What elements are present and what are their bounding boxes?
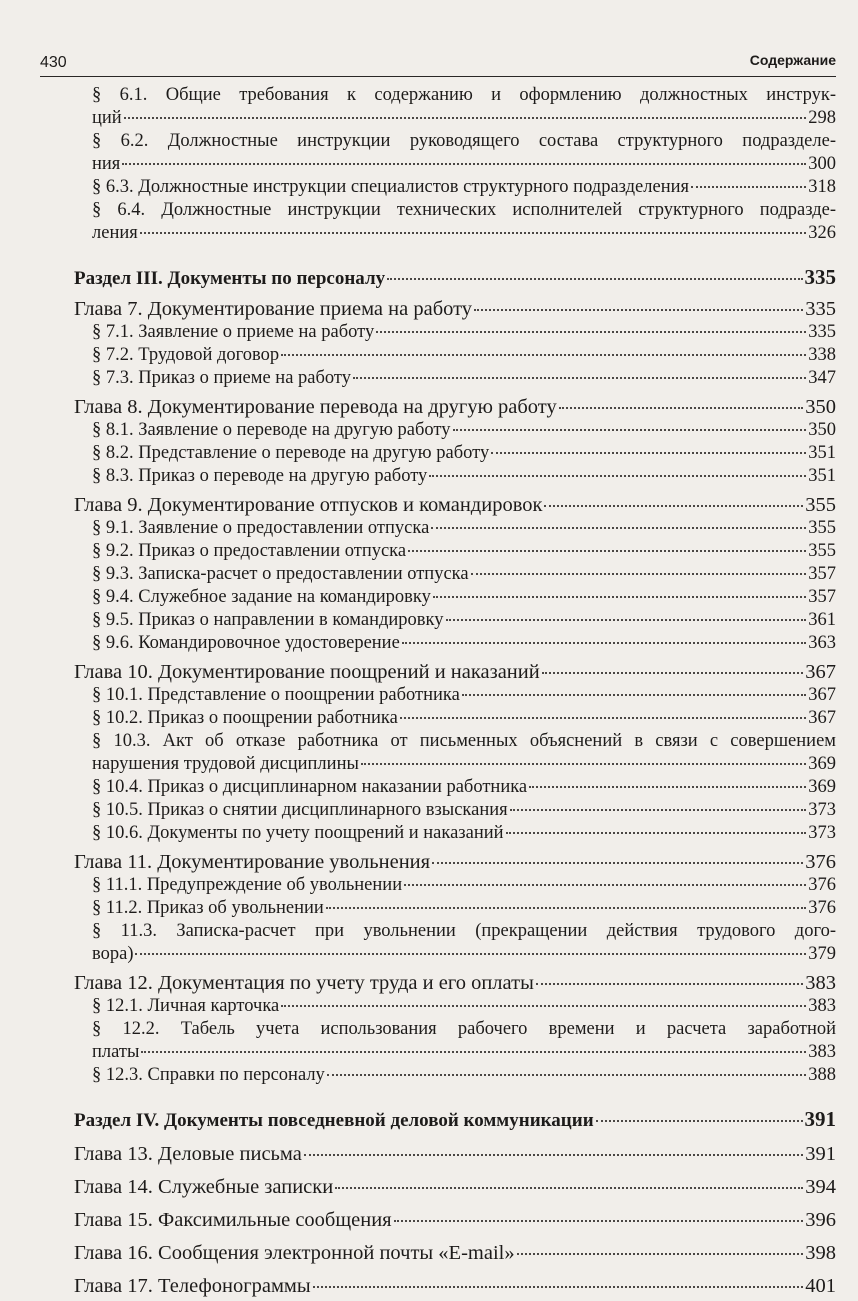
toc-section-11-2 (74, 897, 836, 920)
dot-leader (335, 1187, 803, 1189)
dot-leader (596, 1120, 803, 1122)
dot-leader (404, 884, 806, 886)
entry-line (92, 874, 836, 897)
entry-title: § 7.3. Приказ о приеме на работу (92, 368, 351, 388)
dot-leader (141, 1051, 806, 1053)
dot-leader (536, 983, 803, 985)
dot-leader (326, 907, 806, 909)
page-ref: 383 (805, 972, 836, 994)
toc-section-10-2 (74, 707, 836, 730)
page-ref: 367 (808, 685, 836, 705)
entry-line (92, 176, 836, 199)
page-ref: 383 (808, 1042, 836, 1062)
page-ref: 369 (808, 777, 836, 797)
page-ref: 376 (805, 851, 836, 873)
entry-line (92, 1064, 836, 1087)
page-ref: 373 (808, 823, 836, 843)
dot-leader (506, 832, 807, 834)
entry-line (92, 1041, 836, 1064)
entry-title: § 8.2. Представление о переводе на другую работу (92, 443, 490, 463)
page-ref: 373 (808, 800, 836, 820)
toc-section-10-1 (74, 684, 836, 707)
page-ref: 383 (808, 996, 836, 1016)
entry-line (74, 493, 836, 517)
entry-title: § 9.1. Заявление о предоставлении отпуска (92, 518, 430, 538)
dot-leader (281, 354, 806, 356)
page-ref: 355 (808, 541, 836, 561)
dot-leader (431, 527, 806, 529)
entry-title: Глава 14. Служебные записки (74, 1176, 334, 1198)
dot-leader (400, 717, 806, 719)
dot-leader (387, 278, 802, 280)
entry-title: § 6.3. Должностные инструкции специалистов структурного подразделения (92, 177, 690, 197)
page-ref: 335 (808, 322, 836, 342)
entry-line (92, 995, 836, 1018)
toc-section-6-2 (74, 130, 836, 176)
dot-leader (462, 694, 806, 696)
entry-line (92, 632, 836, 655)
page-ref: 396 (805, 1209, 836, 1231)
entry-line (92, 222, 836, 245)
toc-part-3 (74, 265, 836, 291)
toc-chapter-12 (74, 971, 836, 995)
toc-part-4 (74, 1107, 836, 1133)
toc-section-12-2 (74, 1018, 836, 1064)
entry-title-line1: § 6.4. Должностные инструкции технических исполнителей структурного подразде- (92, 200, 836, 220)
entry-line (92, 799, 836, 822)
entry-line (92, 897, 836, 920)
running-title: Содержание (749, 52, 836, 68)
page-ref: 361 (808, 610, 836, 630)
dot-leader (446, 619, 807, 621)
page-ref: 351 (808, 466, 836, 486)
entry-title: Раздел III. Документы по персоналу (74, 268, 386, 289)
page-ref: 350 (805, 396, 836, 418)
toc-section-7-3 (74, 367, 836, 390)
entry-title: нарушения трудовой дисциплины (92, 754, 359, 774)
dot-leader (474, 309, 803, 311)
toc-chapter-17 (74, 1274, 836, 1298)
toc-chapter-16 (74, 1241, 836, 1265)
dot-leader (529, 786, 806, 788)
dot-leader (491, 452, 806, 454)
page-number: 430 (40, 54, 67, 71)
dot-leader (361, 763, 806, 765)
entry-title: Глава 13. Деловые письма (74, 1143, 302, 1165)
toc-chapter-13 (74, 1142, 836, 1166)
entry-title: § 12.1. Личная карточка (92, 996, 280, 1016)
page-ref: 351 (808, 443, 836, 463)
entry-line (92, 321, 836, 344)
page-ref: 318 (808, 177, 836, 197)
entry-line (92, 943, 836, 966)
entry-title: § 9.5. Приказ о направлении в командировку (92, 610, 444, 630)
entry-title: § 9.6. Командировочное удостоверение (92, 633, 400, 653)
page-ref: 357 (808, 587, 836, 607)
entry-line (92, 707, 836, 730)
toc-section-10-4 (74, 776, 836, 799)
entry-title: § 12.3. Справки по персоналу (92, 1065, 325, 1085)
entry-line (74, 1107, 836, 1133)
entry-line (92, 753, 836, 776)
toc-section-10-6 (74, 822, 836, 845)
entry-line (92, 609, 836, 632)
page-ref: 363 (808, 633, 836, 653)
entry-line (92, 684, 836, 707)
entry-title: § 7.1. Заявление о приеме на работу (92, 322, 375, 342)
toc-section-6-1 (74, 84, 836, 130)
entry-title: § 9.3. Записка-расчет о предоставлении отпуска (92, 564, 469, 584)
page-ref: 335 (805, 298, 836, 320)
page-ref: 298 (808, 108, 836, 128)
page-ref: 379 (808, 944, 836, 964)
entry-line (74, 1208, 836, 1232)
toc-section-8-2 (74, 442, 836, 465)
entry-title-line1: § 10.3. Акт об отказе работника от письменных объяснений в связи с совершением (92, 731, 836, 751)
entry-title: § 8.1. Заявление о переводе на другую работу (92, 420, 451, 440)
page-ref: 300 (808, 154, 836, 174)
dot-leader (376, 331, 806, 333)
entry-title: § 10.1. Представление о поощрении работника (92, 685, 460, 705)
entry-line (74, 971, 836, 995)
entry-title: Глава 12. Документация по учету труда и его оплаты (74, 972, 534, 994)
dot-leader (429, 475, 806, 477)
entry-line (74, 660, 836, 684)
entry-title-line1: § 12.2. Табель учета использования рабочего времени и расчета заработной (92, 1019, 836, 1039)
entry-title: § 10.6. Документы по учету поощрений и наказаний (92, 823, 504, 843)
toc-section-9-2 (74, 540, 836, 563)
entry-title: платы (92, 1042, 140, 1062)
toc-chapter-9 (74, 493, 836, 517)
toc-section-11-1 (74, 874, 836, 897)
entry-line (92, 344, 836, 367)
entry-title: § 10.2. Приказ о поощрении работника (92, 708, 398, 728)
dot-leader (327, 1074, 806, 1076)
toc-section-7-1 (74, 321, 836, 344)
toc-section-8-1 (74, 419, 836, 442)
toc-section-9-5 (74, 609, 836, 632)
entry-line (92, 822, 836, 845)
entry-line (92, 517, 836, 540)
toc-section-9-3 (74, 563, 836, 586)
page-ref: 357 (808, 564, 836, 584)
entry-title-line1: § 6.2. Должностные инструкции руководящего состава структурного подразделе- (92, 131, 836, 151)
entry-title-line1: § 11.3. Записка-расчет при увольнении (прекращении действия трудового дого- (92, 921, 836, 941)
entry-title: ния (92, 154, 121, 174)
entry-title: вора) (92, 944, 134, 964)
page-ref: 398 (805, 1242, 836, 1264)
entry-title: Глава 15. Факсимильные сообщения (74, 1209, 392, 1231)
entry-line (92, 419, 836, 442)
entry-line (74, 297, 836, 321)
toc-section-9-4 (74, 586, 836, 609)
toc-chapter-8 (74, 395, 836, 419)
toc-section-11-3 (74, 920, 836, 966)
entry-line (92, 586, 836, 609)
page-ref: 338 (808, 345, 836, 365)
entry-line (74, 265, 836, 291)
entry-line (92, 367, 836, 390)
toc-chapter-7 (74, 297, 836, 321)
entry-title: Глава 16. Сообщения электронной почты «E-mail» (74, 1242, 515, 1264)
dot-leader (394, 1220, 804, 1222)
page-ref: 367 (805, 661, 836, 683)
entry-title: § 11.1. Предупреждение об увольнении (92, 875, 403, 895)
entry-line (74, 1274, 836, 1298)
toc-section-10-5 (74, 799, 836, 822)
dot-leader (124, 117, 807, 119)
dot-leader (433, 596, 806, 598)
entry-line (92, 442, 836, 465)
toc-chapter-10 (74, 660, 836, 684)
page-ref: 401 (805, 1275, 836, 1297)
entry-title: ления (92, 223, 138, 243)
dot-leader (510, 809, 807, 811)
entry-title-line1: § 6.1. Общие требования к содержанию и оформлению должностных инструк- (92, 85, 836, 105)
entry-line (92, 465, 836, 488)
dot-leader (135, 953, 806, 955)
entry-line (92, 776, 836, 799)
page-ref: 391 (805, 1143, 836, 1165)
entry-line (74, 1175, 836, 1199)
dot-leader (542, 672, 804, 674)
page-ref: 355 (808, 518, 836, 538)
toc-section-12-1 (74, 995, 836, 1018)
entry-line (92, 540, 836, 563)
toc-section-12-3 (74, 1064, 836, 1087)
page-ref: 367 (808, 708, 836, 728)
page-ref: 326 (808, 223, 836, 243)
toc-section-7-2 (74, 344, 836, 367)
entry-title: Глава 8. Документирование перевода на другую работу (74, 396, 557, 418)
dot-leader (402, 642, 806, 644)
toc-section-9-1 (74, 517, 836, 540)
toc-section-9-6 (74, 632, 836, 655)
entry-title: § 9.2. Приказ о предоставлении отпуска (92, 541, 407, 561)
page-ref: 391 (804, 1107, 836, 1131)
dot-leader (517, 1253, 804, 1255)
page-ref: 335 (804, 265, 836, 289)
entry-title: § 9.4. Служебное задание на командировку (92, 587, 431, 607)
entry-title: Глава 10. Документирование поощрений и наказаний (74, 661, 540, 683)
dot-leader (559, 407, 804, 409)
toc-section-10-3 (74, 730, 836, 776)
entry-title: ций (92, 108, 122, 128)
entry-title: Глава 7. Документирование приема на работу (74, 298, 473, 320)
entry-title: § 10.4. Приказ о дисциплинарном наказании работника (92, 777, 528, 797)
entry-title: Глава 11. Документирование увольнения (74, 851, 431, 873)
dot-leader (122, 163, 806, 165)
toc-chapter-11 (74, 850, 836, 874)
dot-leader (304, 1154, 803, 1156)
dot-leader (313, 1286, 804, 1288)
entry-line (74, 850, 836, 874)
entry-title: Глава 17. Телефонограммы (74, 1275, 311, 1297)
entry-title: § 10.5. Приказ о снятии дисциплинарного взыскания (92, 800, 508, 820)
page-ref: 355 (805, 494, 836, 516)
entry-line (92, 153, 836, 176)
page-ref: 350 (808, 420, 836, 440)
dot-leader (408, 550, 806, 552)
toc-chapter-15 (74, 1208, 836, 1232)
dot-leader (544, 505, 803, 507)
page-ref: 347 (808, 368, 836, 388)
entry-line (74, 395, 836, 419)
dot-leader (432, 862, 803, 864)
dot-leader (471, 573, 807, 575)
entry-line (92, 563, 836, 586)
entry-title: Раздел IV. Документы повседневной деловой коммуникации (74, 1110, 594, 1131)
entry-line (92, 107, 836, 130)
entry-title: § 7.2. Трудовой договор (92, 345, 280, 365)
entry-title: § 8.3. Приказ о переводе на другую работу (92, 466, 428, 486)
entry-title: § 11.2. Приказ об увольнении (92, 898, 324, 918)
page-ref: 394 (805, 1176, 836, 1198)
page-ref: 369 (808, 754, 836, 774)
entry-title: Глава 9. Документирование отпусков и командировок (74, 494, 543, 516)
toc-chapter-14 (74, 1175, 836, 1199)
page-ref: 376 (808, 898, 836, 918)
dot-leader (453, 429, 807, 431)
entry-line (74, 1142, 836, 1166)
toc-section-6-4 (74, 199, 836, 245)
toc-section-6-3 (74, 176, 836, 199)
page-ref: 388 (808, 1065, 836, 1085)
page-header (40, 46, 836, 77)
page-ref: 376 (808, 875, 836, 895)
entry-line (74, 1241, 836, 1265)
dot-leader (691, 186, 806, 188)
dot-leader (281, 1005, 806, 1007)
table-of-contents (74, 84, 836, 1298)
dot-leader (140, 232, 806, 234)
dot-leader (353, 377, 806, 379)
toc-section-8-3 (74, 465, 836, 488)
